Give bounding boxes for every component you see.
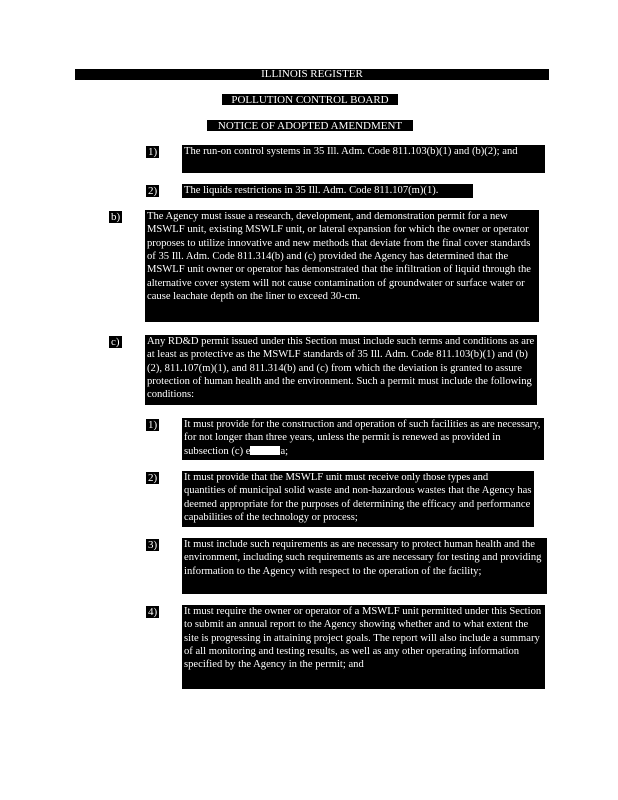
list-item-text: It must include such requirements as are necessary to protect human health and the environment, including such requirements as are necessary for testing and providing information to the Agency with respect to the operation of the facility; [182,538,547,594]
item-number: c) [111,336,120,348]
item-number: 2) [148,185,158,197]
list-item-text: It must require the owner or operator of a MSWLF unit permitted under this Section to submit an annual report to the Agency showing whether and to what extent the site is progressing in attaining project goals. The report will also include a summary of all monitoring and testing results, as well as any other operating information specified by the Agency in the permit; and [182,605,545,689]
header-bar [75,69,549,80]
notice-title: NOTICE OF ADOPTED AMENDMENT [207,120,413,131]
list-item-text-part: a; [280,445,289,457]
paragraph-text: Any RD&D permit issued under this Section must include such terms and conditions as are at least as protective as the MSWLF standards of 35 Ill. Adm. Code 811.103(b)(1) and (b)(2), 811.107(m)(1), and 811.314(b) and (c) from which the deviation is granted to assure protection of human health and the environment. Such a permit must include the following conditions: [145,335,537,405]
paragraph-text: The Agency must issue a research, development, and demonstration permit for a new MSWLF unit, existing MSWLF unit, or lateral expansion for which the owner or operator proposes to utilize innovative and new methods that deviate from the final cover standards of 35 Ill. Adm. Code 811.314(b) and (c) provided the Agency has determined that the MSWLF unit owner or operator has demonstrated that the infiltration of liquid through the alternative cover system will not cause contamination of groundwater or surface water or cause leachate depth on the liner to exceed 30-cm. [145,210,539,322]
list-item-text [182,418,544,460]
item-number: 3) [148,539,158,551]
item-number: b) [111,211,121,223]
list-item-text: It must provide that the MSWLF unit must receive only those types and quantities of municipal solid waste and non-hazardous wastes that the Agency has deemed appropriate for the purposes of determining the efficacy and performance capabilities of the technology or process; [182,471,534,527]
list-item-text-part: It must provide for the construction and operation of such facilities as are necessary, for not longer than three years, unless the permit is renewed as provided in subsection (c) e [184,419,541,457]
board-title: POLLUTION CONTROL BOARD [222,94,398,105]
item-number: 2) [148,472,158,484]
item-number: 4) [148,606,158,618]
blank-region [250,446,280,455]
item-number: 1) [148,419,158,431]
list-item-text: The liquids restrictions in 35 Ill. Adm. Code 811.107(m)(1). [182,184,473,198]
register-title: ILLINOIS REGISTER [261,68,363,80]
list-item-text: The run-on control systems in 35 Ill. Adm. Code 811.103(b)(1) and (b)(2); and [182,145,545,173]
item-number: 1) [148,146,158,158]
